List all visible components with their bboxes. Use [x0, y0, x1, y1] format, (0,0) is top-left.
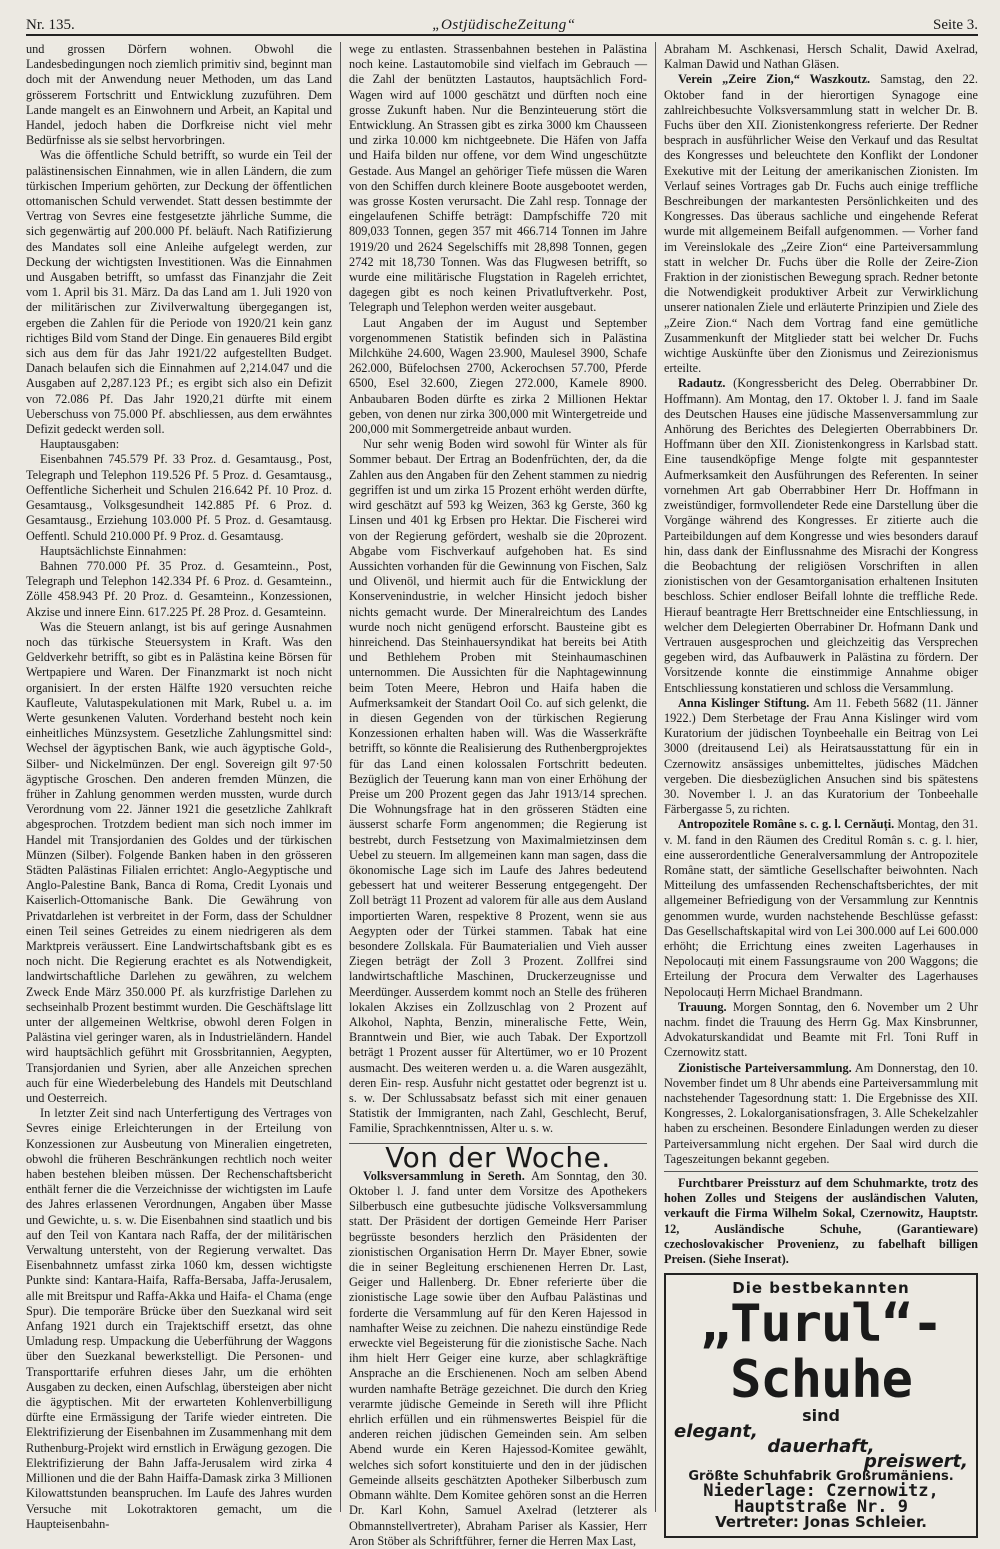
- col1-paragraph: Eisenbahnen 745.579 Pf. 33 Proz. d. Gesamtausg., Post, Telegraph und Telephon 119.526 Pf. 5 Proz. d. Gesamtausg., Oeffentliche Sicherheit und Schulen 216.642 Pf. 10 Proz. d. Gesamtausg., Volksgesundheit 142.885 Pf. 6 Proz. d. Gesamtausg., Erziehung 103.000 Pf. 5 Proz. d. Gesamtausg. Oeffentl. Schuld 210.000 Pf. 9 Proz. d. Gesamtausg.: [26, 452, 332, 543]
- news-heading: Trauung.: [678, 999, 727, 1014]
- col2-paragraph: Laut Angaben der im August und September vorgenommenen Statistik befinden sich in Palästina Milchkühe 24.600, Wagen 23.900, Maulesel 3900, Schafe 262.000, Büfelochsen 2700, Ackerochsen 57.700, Pferde 6500, Esel 32.600, Ziegen 272.000, Kamele 8900. Anbaubaren Boden dürfte es zirka 2 Millionen Hektar geben, von denen nur zirka 300,000 mit Wintergetreide und 200,000 mit Sommergetreide anbaut wurden.: [349, 315, 647, 437]
- news-text: Am Donnerstag, den 10. November findet um 8 Uhr abends eine Parteiversammlung mit nachstehender Tagesordnung statt: 1. Die Ergebnisse des XII. Kongresses, 2. Lokalorganisationsfragen, 3. Alle Schekelzahler haben zu erscheinen. Besondere Einladungen werden zu dieser Parteiversammlung nicht ergehen. Der Saal wird durch die Tageszeitungen bekannt gegeben.: [664, 1060, 978, 1166]
- col3-paragraph: Abraham M. Aschkenasi, Hersch Schalit, Dawid Axelrad, Kalman Dawid und Nathan Gläsen.: [664, 42, 978, 72]
- column-3: [656, 42, 979, 1531]
- ad-preiswert: preiswert,: [863, 1451, 968, 1473]
- ad-intro: Die bestbekannten: [732, 1279, 910, 1298]
- news-text: Am 11. Febeth 5682 (11. Jänner 1922.) Dem Sterbetage der Frau Anna Kislinger wird vom Kuratorium der jüdischen Toynbeehalle ein Beitrag von Lei 3000 (dreitausend Lei) als Heiratsausstattung für ein in Czernowitz ansässiges unbemitteltes, jüdisches Mädchen vergeben. Die diesbezüglichen Ansuchen sind bis spätestens 30. November l. J. an das Kuratorium der Tonbeehalle Färbergasse 5, zu richten.: [664, 695, 978, 817]
- page-number: Seite 3.: [932, 17, 978, 33]
- col1-paragraph: In letzter Zeit sind nach Unterfertigung des Vertrages von Sevres einige Erleichterungen in der Erteilung von Konzessionen zur Ausbeutung von Mineralien eingetreten, obwohl die früheren Beschränkungen rechtlich noch weiter haben bestehen bleiben müssen. Der Rechenschaftsbericht enthält ferner die die Verzeichnisse der wichtigsten im Laufe des Jahres erlassenen Verordnungen, Angaben über Masse und Gewichte, u. s. w. Die Eisenbahnen sind staatlich und bis auf den Teil von Kantara nach Raffa, der der militärischen Verwaltung untersteht, von der Regierung verwaltet. Das Eisenbahnnetz umfasst zirka 1060 km, dessen wichtigste Punkte sind: Kantara-Haifa, Raffa-Bersaba, Jaffa-Jerusalem, alle mit Breitspur und Raffa-Akka und Haifa- el Chama (enge Spur). Die temporäre Brücke über den Suezkanal wird seit Anfang 1921 durch ein Trajektschiff ersetzt, das ohne Umladung resp. Umpackung die Ueberführung der Waggons über den Suezkanal bewerkstelligt. Die Personen- und Transporttarife erfuhren dieses Jahr, um die erhöhten Ausgaben zu decken, einen Aufschlag, übersteigen aber nicht die ägyptischen. Mit der erwarteten Kohlenverbilligung dürfte eine Ermässigung der Tarife wieder eintreten. Die Elektrifizierung der Eisenbahnen im Zusammenhang mit dem Ruthenburg-Projekt wird ernstlich in Erwägung gezogen. Die Elektrifizierung der Bahn Jaffa-Jerusalem wird zirka 4 Millionen und die der Bahn Haiffa-Damask zirka 3 Millionen Kilowattstunden beanspruchen. Im Laufe des Jahres wurden Versuche mit Lokotraktoren gemacht, um die Haupteisenbahn-: [26, 1106, 332, 1531]
- divider: [664, 1171, 978, 1172]
- news-text: Am Sonntag, den 30. Oktober l. J. fand unter dem Vorsitze des Apothekers Silberbusch eine gutbesuchte jüdische Volksversammlung statt. Der Präsident der dortigen Gemeinde Herr Pariser begrüsste besonders herzlich den Präsidenten der zionistischen Organisation Herrn Dr. Mayer Ebner, sowie die in seiner Begleitung erschienenen Herren Dr. Last, Geiger und Hallenberg. Dr. Ebner referierte über die zionistische Lage sowie über den Aufbau Palästinas und forderte die Versammlung auf für den Keren Hajessod in namhafter Weise zu zeichnen. Die nahezu einstündige Rede erweckte viel Begeisterung für die zionistische Sache. Nach ihm hielt Herr Geiger eine kurze, aber schlagkräftige Ansprache an die Erschienenen. Noch am selben Abend wurden namhafte Beträge gezeichnet. Die durch den Krieg verarmte jüdische Gemeinde in Sereth will ihre Pflicht ehrlich erfüllen und ein rühmenswertes Beispiel für die anderen reichen jüdischen Gemeinden sein. Am selben Abend wurde ein Keren Hajessod-Komitee gewählt, welches sich sofort konstituierte und den in der jüdischen Gemeinde allseits geschätzten Apotheker Silberbusch zum Obmann wählte. Dem Komitee gehören sonst an die Herren Dr. Karl Kohn, Samuel Axelrad (letzterer als Obmannstellvertreter), Abraham Pariser als Kassier, Herr Aron Stöber als Schriftführer, ferner die Herren Max Last,: [349, 1168, 647, 1548]
- column-1: [26, 42, 341, 1531]
- ad-elegant: elegant,: [674, 1420, 758, 1442]
- column-2: [341, 42, 656, 1548]
- news-text: Montag, den 31. v. M. fand in den Räumen des Creditul Român s. c. g. l. hier, eine ausserordentliche Generalversammlung der Antropozitele Române statt, der sämtliche Gesellschafter beiwohnten. Nach Mitteilung des umfassenden Rechenschaftsberichtes, der mit allgemeiner Befriedigung von der Versammlung zur Kenntnis genommen wurde, wurden nachstehende Beschlüsse gefasst: Das Gesellschaftskapital wird von Lei 300.000 auf Lei 600.000 erhöht; die Errichtung eines zweiten Lagerhauses in Nepolocauți mit einem Fassungsraume von 200 Waggons; die Erteilung der Procura dem Verwalter des Lagerhauses Nepolocauți Herrn Michael Brandmann.: [664, 817, 979, 999]
- col2-paragraph: Nur sehr wenig Boden wird sowohl für Winter als für Sommer bebaut. Der Ertrag an Bodenfrüchten, der, da die Zahlen aus den Angaben für den Zehent stammen zu niedrig gegriffen ist und um zirka 15 Prozent erhöht werden dürfte, wird geschätzt auf 593 kg Weizen, 363 kg Gerste, 360 kg Linsen und 401 kg Erbsen pro Hektar. Die Fischerei wird von der Regierung gefördert, weshalb sie die 20prozent. Abgabe vom Fischverkauf aufgehoben hat. Es sind Aussichten vorhanden für die Gewinnung von Fischen, Salz und Olivenöl, und hiermit auch für die Entwicklung der Konservenindustrie, in welcher Hinsicht jedoch bisher nichts gemacht wurde. Der Mineralreichtum des Landes wurde noch nicht genügend erforscht. Bausteine gibt es hinreichend. Das Steinhauersyndikat hat bereits bei Atith und Bethlehem Proben mit Steinhaumaschinen unternommen. Die Aussichten für die Naphtagewinnung beim Toten Meere, Hebron und Haifa haben die Aufmerksamkeit der Standart Ooil Co. auf sich gelenkt, die in diesen Gegenden von der türkischen Regierung Konzessionen erhalten haben will. Was die Wasserkräfte betrifft, so könnte die Realisierung des Ruthenbergprojektes für das Land einen kolossalen Fortschritt bedeuten. Bezüglich der Teuerung kann man von einer Erhöhung der Preise um 200 Prozent gegen das Jahr 1913/14 sprechen. Die Wohnungsfrage hat in den grösseren Städten eine äusserst scharfe Form angenommen; die Regierung ist bestrebt, durch Festsetzung von Maximalmietzinsen dem Uebel zu steuern. Im allgemeinen kann man sagen, dass die ökonomische Lage sich im Laufe des Jahres bedeutend gebessert hat und weiterer Besserung entgegengeht. Der Zoll beträgt 11 Prozent ad valorem für alle aus dem Ausland importierten Waren, respektive 8 Prozent, wenn sie aus Aegypten oder der Türkei stammen. Tabak hat eine besondere Zollskala. Für Baumaterialien und Vieh ausser Ziegen beträgt der Zoll 3 Prozent. Zollfrei sind landwirtschaftliche Maschinen, Druckerzeugnisse und Meerdünger. Ausserdem kommt noch an Stelle des früheren lokalen Akzises ein Zollzuschlag von 2 Prozent auf Alkohol, Naphta, Benzin, mineralische Fette, Wein, Branntwein und Bier, wie auch Tabak. Der Exportzoll beträgt 1 Prozent ausser für Altertümer, wo er 10 Prozent ausmacht. Des weiteren werden u. a. die Waren ausgezählt, deren Ein- resp. Ausfuhr nicht gestattet oder begrenzt ist u. s. w. Der Schlussabsatz befasst sich mit einer genauen Statistik der Immigranten, nach Zahl, Geschlecht, Beruf, Familie, Sprachkenntnissen, Alter u. s. w.: [349, 437, 647, 1136]
- ad-brand: „Turul“-Schuhe: [699, 1294, 943, 1411]
- subheading-expenses: Hauptausgaben:: [40, 437, 120, 452]
- news-heading: Volksversammlung in Sereth.: [363, 1168, 525, 1183]
- issue-number: Nr. 135.: [26, 17, 75, 33]
- ad-dauerhaft: dauerhaft,: [767, 1435, 875, 1457]
- section-title: Von der Woche.: [349, 1143, 647, 1165]
- col1-paragraph: und grossen Dörfern wohnen. Obwohl die Landesbedingungen noch ziemlich primitiv sind, beginnt man doch mit der Anwendung neuer Methoden, um das Land grösserem Fortschritt und Entwicklung zuzuführen. Dem Lande mangelt es an Einwohnern und Arbeit, an Kapital und Handel, jedoch haben die Dorfkreise nicht viel mehr Bedürfnisse als sie selbst hervorbringen.: [26, 42, 332, 148]
- news-heading: Verein „Zeire Zion,“ Waszkoutz.: [678, 72, 871, 87]
- page-header: [26, 10, 978, 36]
- col1-paragraph: Bahnen 770.000 Pf. 35 Proz. d. Gesamteinn., Post, Telegraph und Telephon 142.334 Pf. 6 Proz. d. Gesamteinn., Zölle 458.943 Pf. 20 Proz. d. Gesamteinn., Konzessionen, Akzise und innere Einn. 617.225 Pf. 28 Proz. d. Gesamteinn.: [26, 558, 332, 619]
- news-text: Morgen Sonntag, den 6. November um 2 Uhr nachm. findet die Trauung des Herrn Gg. Max Kinsbrunner, Advokaturskandidat und Beamte mit Frl. Toni Ruff in Czernowitz statt.: [664, 999, 979, 1060]
- news-heading: Antropozitele Române s. c. g. l. Cernăuți.: [678, 817, 895, 832]
- article-columns: [26, 42, 979, 1548]
- ad-sind: sind: [802, 1406, 840, 1426]
- news-text: Samstag, den 22. Oktober fand in der hierortigen Synagoge eine zahlreichbesuchte Volksversammlung statt in welcher Dr. B. Fuchs über den XII. Zionistenkongress referierte. Der Redner besprach in ausführlicher Weise den Verkauf und das Resultat des Kongresses und beleuchtete den Konflikt der Londoner Exekutive mit der Leitung der amerikanischen Zionisten. Im Verlauf seines Vortrages gab Dr. Fuchs auch einige treffliche Beschreibungen der markantesten Persönlichkeiten und des Kongresses. Das überaus sachliche und eingehende Referat wurde mit allgemeinem Beifall aufgenommen. — Vorher fand im Vereinslokale des „Zeire Zion“ eine Parteiversammlung statt in welcher Dr. Fuchs über die Rolle der Zeire-Zion Fraktion in der zionistischen Bewegung sprach. Redner betonte die Notwendigkeit produktiver Arbeit zur Verwirklichung unserer nationalen Ziele und erläuterte Prinzipien und Ziele des „Zeire Zion.“ Nach dem Vortrag fand eine gemütliche Zusammenkunft der Mitglieder statt bei welcher Dr. Fuchs wichtige Auskünfte über den Zionismus und Zeirezionismus erteilte.: [664, 72, 978, 376]
- ad-store-address: Niederlage: Czernowitz, Hauptstraße Nr. 9: [703, 1481, 939, 1517]
- newspaper-title: „OstjüdischeZeitung“: [432, 17, 576, 33]
- col1-paragraph: Was die Steuern anlangt, ist bis auf geringe Ausnahmen noch das türkische Steuersystem in Kraft. Was den Geldverkehr betrifft, so gibt es in Palästina keine Börsen für Wertpapiere und Waren. Der Finanzmarkt ist noch nicht organisiert. In der ersten Hälfte 1920 versuchten reiche Kaufleute, Valutaspekulationen mit Mark, Rubel u. a. im Werte gesunkenen Valuten. Vorderhand besteht noch kein einheitliches Münzsystem. Gesetzliche Zahlungsmittel sind: Wechsel der ägyptischen Bank, wie auch ägyptische Gold-, Silber- und Nickelmünzen. Der engl. Sovereign gilt 97·50 ägyptische Groschen. Den anderen fremden Münzen, die früher in Zahlung genommen werden mussten, wurde durch Verordnung vom 22. Jänner 1921 die gesetzliche Zahlkraft abgesprochen. Trotzdem bedient man sich noch immer im Handel mit Transjordanien des Goldes und der türkischen Münzen (Silber). Folgende Banken haben in den grösseren Städten Palästinas Filialen errichtet: Anglo-Aegyptische und Anglo-Palestine Bank, Banca di Roma, Credit Lyonais und Kaiserlich-Ottomanische Bank. Die Gewährung von Privatdarlehen ist verbreitet in der Form, dass der Schuldner einen Teil seines Getreides zu einem niedrigeren als dem Marktpreis veräussert. Eine Landwirtschaftsbank gibt es es noch nicht. Die Regierung erachtet es als Notwendigkeit, landwirtschaftliche Darlehen zu gewähren, zu welchem Zweck Ende März 350.000 Pf. als kurzfristige Darlehen zu sechseinhalb Prozent bestimmt wurden. Die Geschäftslage litt unter der allgemeinen Weltkrise, obwohl deren Folgen in Palästina viel geringer waren, als in Industrieländern. Handel wird hauptsächlich geführt mit Grossbritannien, Aegypten, Transjordanien und Syrien, aber alle Anzeichen sprechen auch für eine Wiederbelebung des Handels mit Deutschland und Oesterreich.: [26, 619, 332, 1106]
- subheading-income: Hauptsächlichste Einnahmen:: [40, 543, 187, 558]
- news-heading: Zionistische Parteiversammlung.: [678, 1060, 852, 1075]
- news-heading: Radautz.: [678, 376, 726, 391]
- col2-paragraph: wege zu entlasten. Strassenbahnen bestehen in Palästina noch keine. Lastautomobile sind vielfach im Gebrauch — die Zahl der benützten Lastautos, hauptsächlich Ford-Wagen wird auf 1000 geschätzt und dürften noch eine grosse Zukunft haben. Nur die Benzinteuerung stört die Entwicklung. An Strassen gibt es zirka 3000 km Chausseen und zirka 10.000 km nichtgeebnete. Die Häfen von Jaffa und Haifa bilden nur offene, vor dem Wind ungeschützte Gestade. Aus Mangel an gehöriger Tiefe müssen die Waren von den Schiffen durch kleinere Boote ausgebootet werden, was grosse Kosten verursacht. Die Zahl resp. Tonnage der eingelaufenen Schiffe beträgt: Dampfschiffe 720 mit 809,033 Tonnen, gegen 357 mit 466.714 Tonnen im Jahre 1919/20 und 2624 Segelschiffs mit 28,898 Tonnen, gegen 2742 mit 18,730 Tonnen. Was das Flugwesen betrifft, so wurde eine militärische Flugstation in Rageleh errichtet, dagegen gibt es noch keinen Privatluftverkehr. Post, Telegraph und Telephon werden weiter ausgebaut.: [349, 42, 647, 315]
- turul-advertisement: [664, 1273, 978, 1538]
- ad-factory: Größte Schuhfabrik Großrumäniens.: [688, 1469, 954, 1485]
- news-text: (Kongressbericht des Deleg. Oberrabbiner Dr. Hoffmann). Am Montag, den 17. Oktober l. J. fand im Saale des Deutschen Hauses eine jüdische Massenversammlung zur Anhörung des Berichtes des Delegierten Oberrabbiners Dr. Hoffmann über den XII. Zionistenkongress in Karlsbad statt. Eine tausendköpfige Menge folgte mit gespanntester Aufmerksamkeit den Ausführungen des Referenten. In seiner vornehmen Art gab Oberrabbiner Herr Dr. Hoffmann in zweistündiger, formvollendeter Rede eine Darstellung über die Vorgänge während des Kongresses. Er zitierte auch die Parteibildungen auf dem Kongresse und wies besonders darauf hin, dass dank der Einflussnahme des Misrachi der Kongress die Beobachtung der religiösen Vorschriften in allen zionistischen von der Gesamtorganisation erhaltenen Insituten beschloss. Schier endloser Beifall lohnte die treffliche Rede. Hierauf beantragte Herr Brettschneider eine Entschliessung, in welcher dem Delegierten Oberrabiner Dr. Hofmann Dank und Vertrauen ausgesprochen und gleichzeitig das Versprechen gegeben wird, das Aufbauwerk in Palästina zu fördern. Der Vorsitzende konnte die einstimmige Annahme obiger Entschliessung konstatieren und schloss die Versammlung.: [664, 376, 979, 695]
- col1-paragraph: Was die öffentliche Schuld betrifft, so wurde ein Teil der palästinensischen Einnahmen, wie in allen Ländern, die zum türkischen Imperium gehörten, zur Deckung der öffentlichen ottomanischen Schuld verwendet. Statt dessen bestimmte der Vertrag von Sevres eine festgesetzte jährliche Summe, die sich gegenwärtig auf 200.000 Pf. beläuft. Nach Ratifizierung des Mandates soll eine Anleihe aufgelegt werden, zur Deckung der wichtigsten Investitionen. Was die Einnahmen und Ausgaben betrifft, so umfasst das Finanzjahr die Zeit vom 1. April bis 31. März. Da das Land am 1. Juli 1920 von der militärischen zur Zivilverwaltung übergegangen ist, ergeben die Zahlen für die Periode von 1920/21 kein ganz richtiges Bild vom Stand der Dinge. Ein genaueres Bild ergibt sich aus dem für das Jahr 1921/22 aufgestellten Budget. Danach belaufen sich die Einnahmen auf 2,214.047 und die Ausgaben auf 2,287.123 Pf.; es ergibt sich also ein Defizit von 72.086 Pf. Das Jahr 1920,21 dürfte mit einem Ueberschuss von 75.000 Pf. abschliessen, aus dem erwähntes Defizit gedeckt werden soll.: [26, 148, 332, 437]
- ad-representative: Vertreter: Jonas Schleier.: [715, 1512, 927, 1531]
- shoe-notice: Furchtbarer Preissturz auf dem Schuhmarkte, trotz des hohen Zolles und Steigens der ausländischen Valuten, verkauft die Firma Wilhelm Sokal, Czernowitz, Hauptstr. 12, Ausländische Schuhe, (Garantieware) czechoslovakischer Provenienz, zu fabelhaft billigen Preisen. (Siehe Inserat).: [664, 1176, 978, 1267]
- news-heading: Anna Kislinger Stiftung.: [678, 695, 810, 710]
